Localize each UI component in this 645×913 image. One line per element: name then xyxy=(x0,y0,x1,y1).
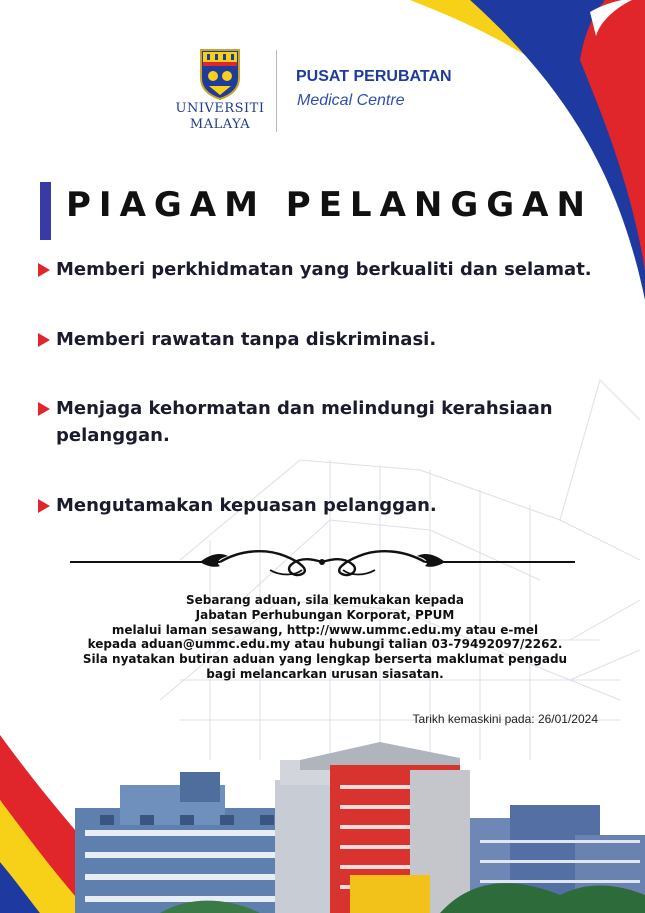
contact-line: Sila nyatakan butiran aduan yang lengkap berserta maklumat pengadu xyxy=(82,652,568,667)
charter-item-text: Memberi perkhidmatan yang berkualiti dan selamat. xyxy=(56,259,592,280)
contact-line: melalui laman sesawang, http://www.ummc.edu.my atau e-mel xyxy=(111,622,539,637)
charter-item-text: Mengutamakan kepuasan pelanggan. xyxy=(56,495,437,516)
hospital-buildings-illustration xyxy=(75,742,645,913)
contact-line: bagi melancarkan urusan siasatan. xyxy=(206,666,444,681)
charter-item-text: Menjaga kehormatan dan melindungi kerahsiaan pelanggan. xyxy=(56,398,553,446)
contact-line: kepada aduan@ummc.edu.my atau hubungi talian 03-79492097/2262. xyxy=(87,637,563,652)
charter-item xyxy=(38,395,596,449)
university-name-line2: MALAYA xyxy=(189,117,251,132)
university-logo xyxy=(175,48,265,136)
contact-line: Sebarang aduan, sila kemukakan kepada xyxy=(186,593,464,607)
charter-item xyxy=(38,492,616,519)
charter-item xyxy=(38,326,616,353)
centre-name: PUSAT PERUBATAN xyxy=(296,68,452,85)
header xyxy=(0,0,645,150)
ornament-divider-icon xyxy=(70,540,575,580)
charter-item xyxy=(38,256,616,283)
page-title: PIAGAM PELANGGAN xyxy=(66,185,593,225)
bullet-arrow-icon xyxy=(38,333,50,347)
centre-subtitle: Medical Centre xyxy=(297,92,405,109)
last-updated-date: Tarikh kemaskini pada: 26/01/2024 xyxy=(412,712,598,726)
title-accent-bar xyxy=(40,182,51,240)
bullet-arrow-icon xyxy=(38,263,50,277)
charter-item-text: Memberi rawatan tanpa diskriminasi. xyxy=(56,329,437,350)
bullet-arrow-icon xyxy=(38,402,50,416)
bullet-arrow-icon xyxy=(38,499,50,513)
complaint-contact-info xyxy=(40,593,610,682)
contact-line: Jabatan Perhubungan Korporat, PPUM xyxy=(195,607,455,622)
header-divider xyxy=(276,50,277,132)
university-name-line1: UNIVERSITI xyxy=(175,101,265,116)
university-crest-icon xyxy=(199,48,241,100)
